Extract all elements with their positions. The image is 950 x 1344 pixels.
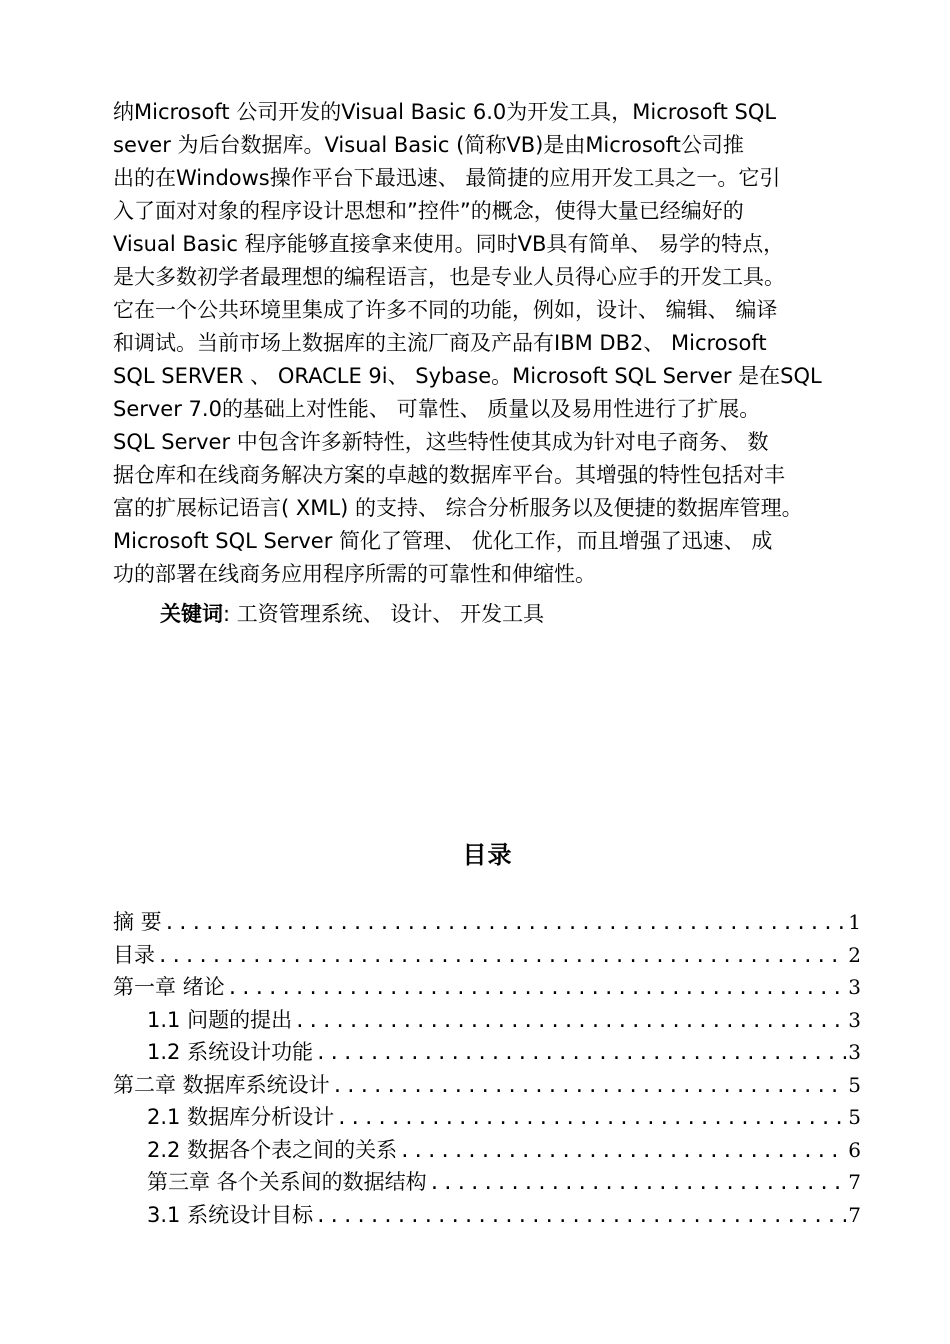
abstract-line: sever 为后台数据库。Visual Basic (简称VB)是由Microsoft公司推: [113, 133, 744, 157]
abstract-line: 富的扩展标记语言( XML) 的支持、 综合分析服务以及便捷的数据库管理。: [113, 496, 803, 520]
abstract-line: 据仓库和在线商务解决方案的卓越的数据库平台。其增强的特性包括对丰: [113, 463, 785, 487]
toc-entry-label: 第三章 各个关系间的数据结构: [147, 1170, 427, 1194]
toc-entry-label: 2.1 数据库分析设计: [147, 1105, 335, 1129]
toc-page-number: 3: [848, 1040, 861, 1064]
toc-page-number: 3: [848, 1007, 861, 1032]
abstract-line: 功的部署在线商务应用程序所需的可靠性和伸缩性。: [113, 562, 596, 586]
abstract-line: 它在一个公共环境里集成了许多不同的功能，例如，设计、 编辑、 编译: [113, 298, 778, 322]
toc-entry-chapter-3[interactable]: [113, 1166, 861, 1199]
toc-entry-section-2-2[interactable]: [113, 1134, 861, 1167]
abstract-line: 出的在Windows操作平台下最迅速、 最简捷的应用开发工具之一。它引: [113, 166, 781, 190]
keywords-text: 工资管理系统、 设计、 开发工具: [230, 602, 545, 626]
toc-entry-section-1-1[interactable]: [113, 1004, 861, 1037]
abstract-line: Server 7.0的基础上对性能、 可靠性、 质量以及易用性进行了扩展。: [113, 397, 761, 421]
abstract-line: 纳Microsoft 公司开发的Visual Basic 6.0为开发工具，Microsoft SQL: [113, 100, 777, 124]
toc-entry-label: 1.1 问题的提出: [147, 1007, 293, 1032]
toc-title: 目录: [462, 841, 513, 869]
toc-entry-section-1-2[interactable]: [113, 1036, 861, 1069]
toc-entry-label: 第二章 数据库系统设计: [113, 1072, 330, 1097]
abstract-line: Visual Basic 程序能够直接拿来使用。同时VB具有简单、 易学的特点，: [113, 232, 785, 256]
abstract-line: SQL SERVER 、 ORACLE 9i、 Sybase。Microsoft SQL Server 是在SQL: [113, 364, 822, 388]
toc-entry-label: 2.2 数据各个表之间的关系: [147, 1137, 398, 1162]
toc-entry-chapter-1[interactable]: [113, 971, 861, 1004]
abstract-line: SQL Server 中包含许多新特性，这些特性使其成为针对电子商务、 数: [113, 430, 769, 454]
toc-page-number: 2: [848, 942, 861, 967]
toc-leader-dots: [332, 1070, 847, 1103]
toc-page-number: 6: [848, 1137, 861, 1162]
table-of-contents: [113, 906, 861, 1231]
toc-leader-dots: [227, 972, 847, 1005]
toc-leader-dots: [164, 907, 847, 940]
keywords-separator: :: [223, 602, 231, 626]
abstract-line: 和调试。当前市场上数据库的主流厂商及产品有IBM DB2、 Microsoft: [113, 331, 767, 355]
toc-page-number: 1: [848, 910, 861, 934]
toc-entry-section-3-1[interactable]: [113, 1199, 861, 1232]
toc-entry-label: 1.2 系统设计功能: [147, 1040, 314, 1064]
toc-leader-dots: [315, 1037, 846, 1070]
toc-leader-dots: [399, 1135, 846, 1168]
toc-page-number: 7: [848, 1202, 861, 1227]
toc-page-number: 7: [848, 1170, 861, 1194]
toc-entry-label: 摘 要: [113, 910, 162, 934]
keywords-label: 关键词: [160, 602, 223, 626]
toc-leader-dots: [429, 1167, 847, 1200]
toc-entry-contents[interactable]: [113, 939, 861, 972]
toc-leader-dots: [315, 1200, 846, 1233]
toc-entry-label: 第一章 绪论: [113, 975, 225, 999]
toc-entry-label: 目录: [113, 942, 155, 967]
toc-entry-label: 3.1 系统设计目标: [147, 1202, 314, 1227]
toc-leader-dots: [157, 940, 846, 973]
toc-leader-dots: [294, 1005, 846, 1038]
keywords-line: [160, 598, 544, 631]
abstract-line: 入了面对对象的程序设计思想和”控件”的概念，使得大量已经编好的: [113, 199, 744, 223]
toc-leader-dots: [336, 1102, 846, 1135]
abstract-body: [113, 96, 859, 591]
toc-page-number: 5: [848, 1105, 861, 1129]
toc-entry-abstract[interactable]: [113, 906, 861, 939]
toc-page-number: 5: [848, 1072, 861, 1097]
toc-page-number: 3: [848, 975, 861, 999]
abstract-line: Microsoft SQL Server 简化了管理、 优化工作，而且增强了迅速、 成: [113, 529, 773, 553]
toc-entry-section-2-1[interactable]: [113, 1101, 861, 1134]
toc-entry-chapter-2[interactable]: [113, 1069, 861, 1102]
abstract-line: 是大多数初学者最理想的编程语言，也是专业人员得心应手的开发工具。: [113, 265, 785, 289]
